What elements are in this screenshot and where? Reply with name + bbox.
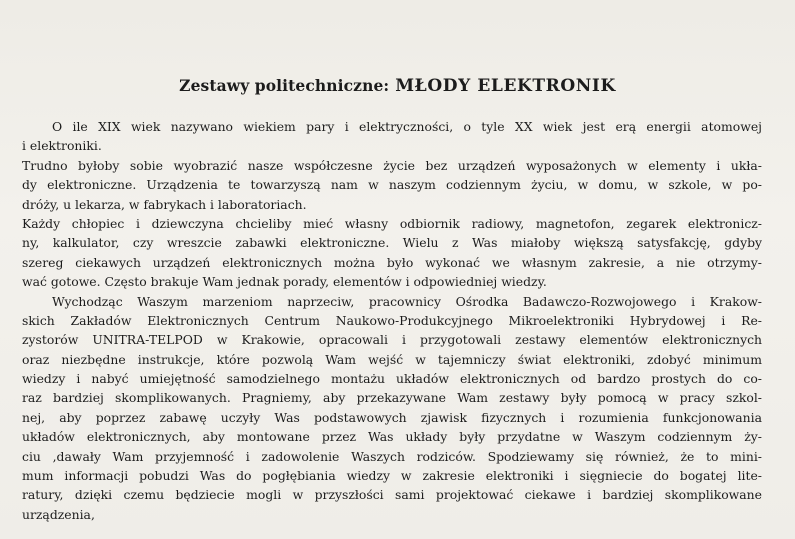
title-prefix: Zestawy politechniczne: xyxy=(179,76,390,95)
text-line: ratury, dzięki czemu będziecie mogli w przyszłości sami projektować ciekawe i bardziej skomplikowane xyxy=(22,487,762,503)
text-line: oraz niezbędne instrukcje, które pozwolą Wam wejść w tajemniczy świat elektroniki, zdobyć minimum xyxy=(22,351,762,367)
text-line: szereg ciekawych urządzeń elektronicznych można było wykonać we własnym zakresie, a nie otrzymy- xyxy=(22,254,762,270)
page-title xyxy=(0,76,795,96)
text-line: układów elektronicznych, aby montowane przez Was układy były przydatne w Waszym codziennym ży- xyxy=(22,429,762,445)
body-text xyxy=(22,117,762,524)
text-line: mum informacji pobudzi Was do pogłębiania wiedzy w zakresie elektroniki i sięgniecie do bogatej lite- xyxy=(22,468,762,484)
text-line: ciu ,dawały Wam przyjemność i zadowolenie Waszych rodziców. Spodziewamy się również, że to mini- xyxy=(22,448,762,464)
text-line: skich Zakładów Elektronicznych Centrum Naukowo-Produkcyjnego Mikroelektroniki Hybrydowej i Re- xyxy=(22,312,762,328)
text-line: Trudno byłoby sobie wyobrazić nasze współczesne życie bez urządzeń wyposażonych w elementy i ukła- xyxy=(22,157,762,173)
text-line: Każdy chłopiec i dziewczyna chcieliby mieć własny odbiornik radiowy, magnetofon, zegarek elektronicz- xyxy=(22,215,762,231)
text-line: i elektroniki. xyxy=(22,138,102,154)
text-line: raz bardziej skomplikowanych. Pragniemy, aby przekazywane Wam zestawy były pomocą w pracy szkol- xyxy=(22,390,762,406)
text-line: dy elektroniczne. Urządzenia te towarzyszą nam w naszym codziennym życiu, w domu, w szkole, w po- xyxy=(22,177,762,193)
text-line: ny, kalkulator, czy wreszcie zabawki elektroniczne. Wielu z Was miałoby większą satysfakcję, gdyby xyxy=(22,235,762,251)
text-line: O ile XIX wiek nazywano wiekiem pary i elektryczności, o tyle XX wiek jest erą energii atomowej xyxy=(52,119,762,134)
text-line: wać gotowe. Często brakuje Wam jednak porady, elementów i odpowiedniej wiedzy. xyxy=(22,274,547,290)
text-line: zystorów UNITRA-TELPOD w Krakowie, opracowali i przygotowali zestawy elementów elektronicznych xyxy=(22,332,762,348)
text-line: nej, aby poprzez zabawę uczyły Was podstawowych zjawisk fizycznych i rozumienia funkcjonowania xyxy=(22,409,762,425)
text-line: dróży, u lekarza, w fabrykach i laboratoriach. xyxy=(22,196,307,212)
text-line: Wychodząc Waszym marzeniom naprzeciw, pracownicy Ośrodka Badawczo-Rozwojowego i Krakow- xyxy=(52,293,762,309)
text-line: urządzenia, xyxy=(22,506,95,522)
text-line: wiedzy i nabyć umiejętność samodzielnego montażu układów elektronicznych od bardzo prostych do co- xyxy=(22,371,762,387)
title-name: MŁODY ELEKTRONIK xyxy=(395,76,616,96)
